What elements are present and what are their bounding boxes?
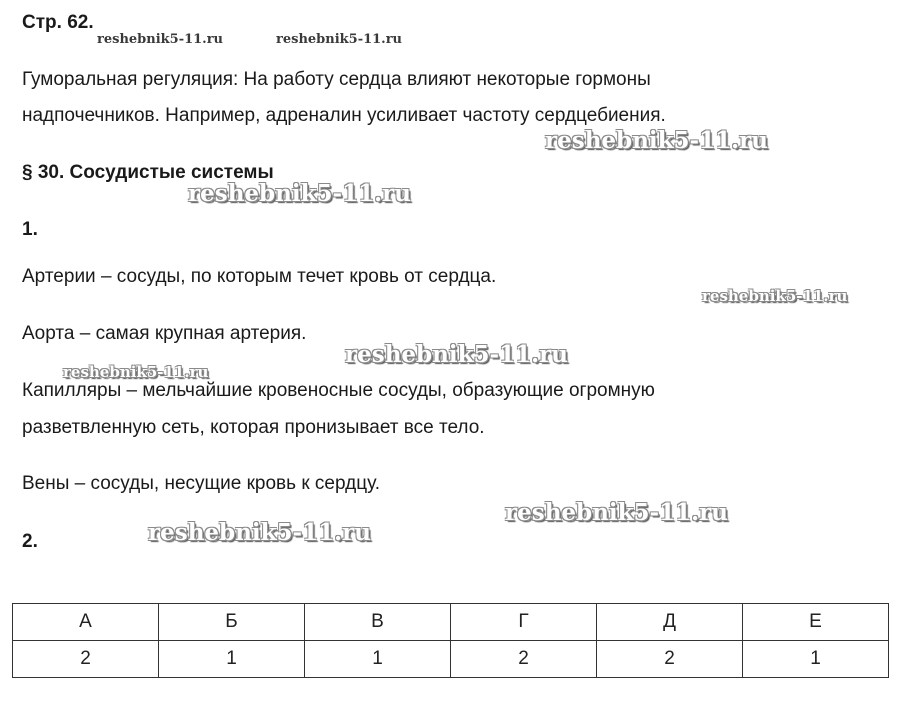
watermark: reshebnik5-11.ru: [545, 127, 768, 154]
watermark: reshebnik5-11.ru: [276, 32, 403, 47]
watermark: reshebnik5-11.ru: [188, 180, 411, 207]
answer-table-value-cell: 1: [159, 641, 305, 678]
paragraph-line-1: Гуморальная регуляция: На работу сердца влияют некоторые гормоны: [22, 69, 651, 90]
watermark: reshebnik5-11.ru: [148, 519, 371, 546]
answer-table-header-cell: В: [305, 604, 451, 641]
paragraph-line-2: надпочечников. Например, адреналин усиливает частоту сердцебиения.: [22, 105, 666, 126]
watermark: reshebnik5-11.ru: [345, 341, 568, 368]
definition-aorta: Аорта – самая крупная артерия.: [22, 323, 307, 344]
definition-capillaries-line-1: Капилляры – мельчайшие кровеносные сосуды, образующие огромную: [22, 380, 655, 401]
answer-table-header-cell: Г: [451, 604, 597, 641]
answer-table-value-cell: 1: [743, 641, 889, 678]
answer-table-header-cell: Б: [159, 604, 305, 641]
definition-arteries: Артерии – сосуды, по которым течет кровь от сердца.: [22, 266, 497, 287]
definition-capillaries-line-2: разветвленную сеть, которая пронизывает все тело.: [22, 417, 485, 438]
definition-veins: Вены – сосуды, несущие кровь к сердцу.: [22, 473, 380, 494]
question-1-label: 1.: [22, 219, 38, 240]
answer-table-header-cell: Д: [597, 604, 743, 641]
watermark: reshebnik5-11.ru: [505, 499, 728, 526]
watermark: reshebnik5-11.ru: [97, 32, 224, 47]
section-heading: § 30. Сосудистые системы: [22, 162, 274, 183]
answer-table-value-cell: 2: [13, 641, 159, 678]
watermark: reshebnik5-11.ru: [63, 363, 209, 381]
answer-table-header-row: [13, 604, 889, 641]
answer-table-value-row: [13, 641, 889, 678]
answer-table: [12, 603, 889, 678]
answer-table-value-cell: 2: [451, 641, 597, 678]
answer-table-header-cell: Е: [743, 604, 889, 641]
watermark: reshebnik5-11.ru: [702, 287, 848, 305]
page-label: Стр. 62.: [22, 12, 94, 33]
answer-table-header-cell: А: [13, 604, 159, 641]
question-2-label: 2.: [22, 531, 38, 552]
answer-table-value-cell: 1: [305, 641, 451, 678]
answer-table-value-cell: 2: [597, 641, 743, 678]
